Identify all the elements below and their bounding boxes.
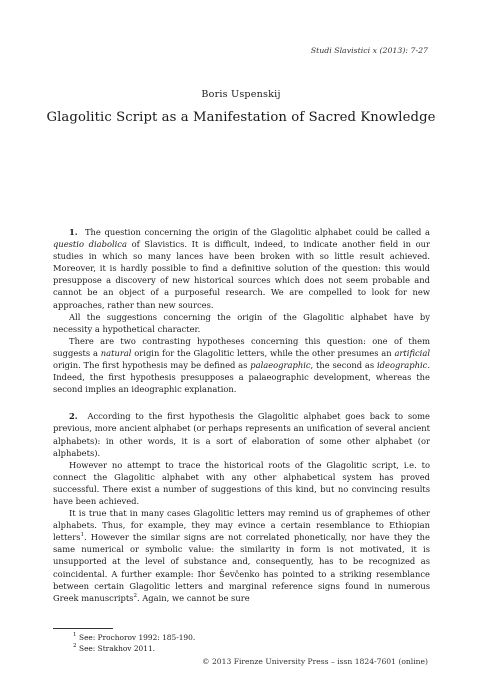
text-run: According to the first hypothesis the Glagolitic alphabet goes back to some previous, more ancient alphabet (or perhaps represents an unification of several ancient alphabets): in other words, it is a sort of elaboration of some other alphabet (or alphabets).	[53, 411, 430, 458]
text-run: . However the similar signs are not correlated phonetically, nor have they the same numerical or symbolic value: the similarity in form is not motivated, it is unsupported at the level of substance and, consequently, has to be recognized as coincidental. A further example: Ihor Ševčenko has pointed to a striking resemblance between certain Glagolitic letters and marginal reference signs found in numerous Greek manuscripts	[53, 532, 430, 603]
text-run: The question concerning the origin of the Glagolitic alphabet could be called a	[84, 227, 430, 237]
footnote-text: See: Strakhov 2011.	[79, 644, 155, 653]
text-run: . Indeed, the first hypothesis presupposes a palaeographic development, whereas the second implies an ideographic explanation.	[53, 360, 430, 395]
italic-term: natural	[100, 347, 132, 358]
section-2-paragraph-1	[53, 410, 430, 458]
author-name: Boris Uspenskij	[201, 89, 281, 100]
italic-term: palaeographic	[250, 360, 311, 371]
footnote-ref-2[interactable]: 2	[133, 592, 137, 599]
text-run: origin for the Glagolitic letters, while the other presumes an	[131, 347, 395, 358]
section-1-paragraph-3	[53, 335, 430, 395]
section-1-paragraph-2: All the suggestions concerning the origin of the Glagolitic alphabet have by necessity a hypothetical character.	[53, 311, 430, 334]
italic-term: artificial	[394, 347, 430, 358]
section-2-paragraph-2: However no attempt to trace the historical roots of the Glagolitic script, i.e. to connect the Glagolitic alphabet with any other alphabetical system has proved successful. There exist a number of suggestions of this kind, but no convincing results have been achieved.	[53, 459, 430, 506]
footnote-divider	[53, 628, 113, 629]
section-1-number: 1.	[69, 227, 78, 237]
footnote-number: 1	[73, 632, 77, 638]
italic-term: questio diabolica	[53, 239, 127, 250]
running-head: Studi Slavistici x (2013): 7-27	[310, 46, 428, 55]
article-title: Glagolitic Script as a Manifestation of Sacred Knowledge	[46, 110, 436, 125]
footnote-1	[53, 632, 430, 643]
article-body	[53, 226, 430, 604]
section-2-paragraph-3	[53, 507, 430, 604]
footnote-2	[53, 643, 430, 654]
text-run: It is true that in many cases Glagolitic letters may remind us of graphemes of other alphabets. Thus, for example, they may evince a certain resemblance to Ethiopian letters	[53, 508, 430, 543]
text-run: . Again, we cannot be sure	[136, 592, 250, 603]
text-run: , the second as	[310, 360, 377, 371]
footnote-number: 2	[73, 643, 77, 649]
text-run: origin. The first hypothesis may be defined as	[53, 360, 251, 371]
footnotes	[53, 632, 430, 654]
footnote-text: See: Prochorov 1992: 185-190.	[79, 633, 196, 642]
footnote-ref-1[interactable]: 1	[80, 532, 85, 539]
text-run: There are two contrasting hypotheses concerning this question: one of them suggests a	[53, 335, 430, 358]
italic-term: ideographic	[377, 360, 428, 371]
section-2-number: 2.	[69, 411, 78, 422]
section-1-paragraph-1	[53, 226, 430, 311]
copyright-footer: © 2013 Firenze University Press – issn 1824-7601 (online)	[201, 657, 428, 666]
text-run: of Slavistics. It is difficult, indeed, to indicate another field in our studies in which so many lances have been broken with so little result achieved. Moreover, it is hardly possible to find a definitive solution of the question: this would presuppose a discovery of new historical sources which does not seem probable and cannot be an object of a purposeful research. We are compelled to look for new approaches, rather than new sources.	[53, 239, 430, 310]
